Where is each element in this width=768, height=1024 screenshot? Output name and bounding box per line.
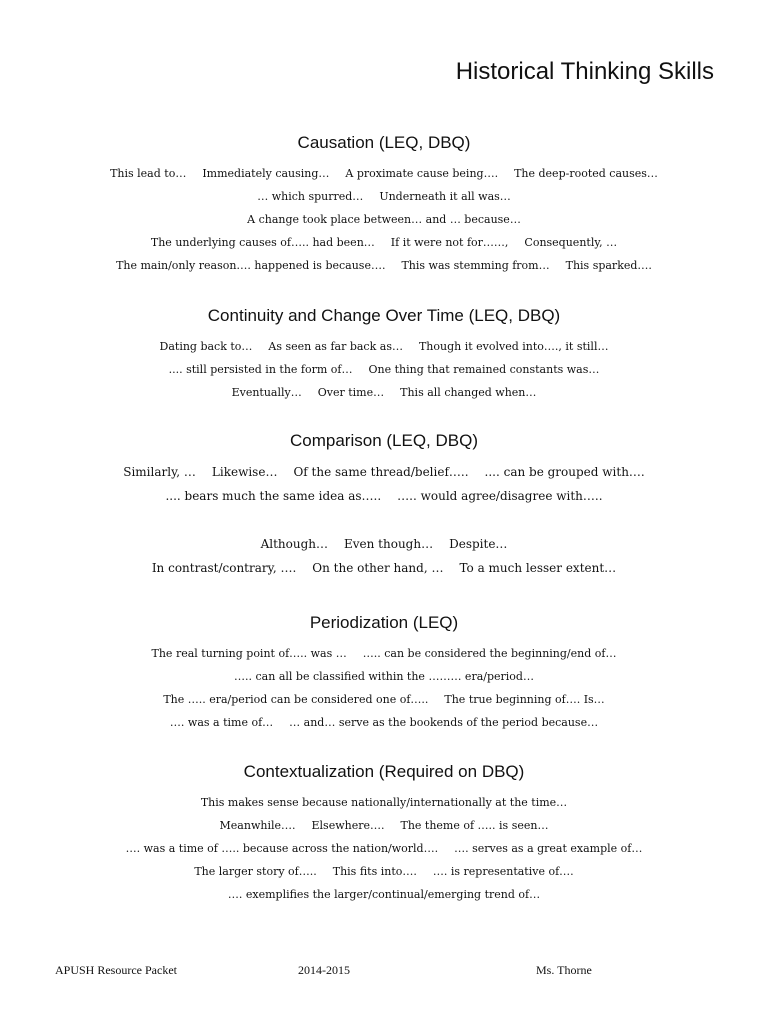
section-continuity-change [0,306,768,404]
sentence-starter: Elsewhere…. [311,819,385,832]
sentence-starter: A change took place between… and … because… [247,213,521,226]
phrase-line [0,208,768,231]
sentence-starter: Likewise… [211,465,278,479]
section-heading: Causation (LEQ, DBQ) [297,133,471,152]
sentence-starter: To a much lesser extent… [459,561,617,575]
sentence-starter: The main/only reason…. happened is because…. [116,259,386,272]
phrase-line [0,532,768,556]
sentence-starter: … which spurred… [257,190,364,203]
sentence-starter: …. is representative of…. [432,865,574,878]
sentence-starter: Despite… [449,537,508,551]
sentence-starter: This makes sense because nationally/internationally at the time… [200,796,568,809]
footer-left: APUSH Resource Packet [55,963,177,977]
sentence-starter: ….. would agree/disagree with….. [397,489,603,503]
sentence-starter: If it were not for……, [390,236,509,249]
document-title: Historical Thinking Skills [455,58,714,85]
sentence-starter: …. serves as a great example of… [454,842,643,855]
section-comparison [0,431,768,580]
sentence-starter: The true beginning of…. Is… [444,693,605,706]
sentence-starter: The real turning point of….. was … [151,647,347,660]
footer-right: Ms. Thorne [536,963,592,977]
phrase-line [0,883,768,906]
phrase-line [0,688,768,711]
phrase-line [0,860,768,883]
sentence-starter: Meanwhile…. [219,819,296,832]
phrase-line [0,162,768,185]
sentence-starter: …. was a time of… [169,716,274,729]
sentence-starter: The ….. era/period can be considered one of….. [163,693,429,706]
sentence-starter: This fits into…. [332,865,417,878]
section-heading: Continuity and Change Over Time (LEQ, DBQ) [207,306,561,325]
sentence-starter: Although… [260,537,328,551]
sentence-starter: One thing that remained constants was… [368,363,600,376]
phrase-line [0,185,768,208]
phrase-line [0,814,768,837]
sentence-starter: This lead to… [110,167,187,180]
phrase-line [0,460,768,484]
sentence-starter: Of the same thread/belief….. [293,465,469,479]
sentence-starter: … and… serve as the bookends of the period because… [289,716,599,729]
phrase-line [0,837,768,860]
phrase-line [0,381,768,404]
sentence-starter: …. exemplifies the larger/continual/emerging trend of… [227,888,541,901]
sentence-starter: …. was a time of ….. because across the nation/world…. [125,842,439,855]
sentence-starter: .... can be grouped with…. [484,465,645,479]
sentence-starter: The underlying causes of….. had been… [150,236,375,249]
sentence-starter: Over time… [317,386,385,399]
sentence-starter: Eventually… [231,386,302,399]
phrase-line [0,791,768,814]
phrase-line [0,254,768,277]
sentence-starter: Immediately causing… [202,167,330,180]
sentence-starter: On the other hand, … [312,561,444,575]
sentence-starter: In contrast/contrary, …. [151,561,297,575]
phrase-line [0,665,768,688]
phrase-line [0,335,768,358]
sentence-starter: This sparked…. [565,259,652,272]
sentence-starter: This all changed when… [400,386,537,399]
phrase-line [0,556,768,580]
sentence-starter: Even though… [343,537,434,551]
sentence-starter: A proximate cause being…. [345,167,499,180]
sentence-starter: ….. can be considered the beginning/end of… [362,647,617,660]
sentence-starter: This was stemming from… [401,259,550,272]
phrase-line [0,358,768,381]
footer-center: 2014-2015 [298,963,350,977]
sentence-starter: As seen as far back as… [268,340,403,353]
sentence-starter: ….. can all be classified within the ……… era/period… [234,670,534,683]
spacer [0,508,768,532]
sentence-starter: Dating back to… [159,340,253,353]
sentence-starter: Similarly, … [123,465,196,479]
sentence-starter: Consequently, … [524,236,618,249]
section-heading: Comparison (LEQ, DBQ) [290,431,478,450]
phrase-line [0,231,768,254]
sentence-starter: Though it evolved into…., it still… [418,340,609,353]
sentence-starter: .... bears much the same idea as….. [165,489,382,503]
sentence-starter: .... still persisted in the form of… [168,363,353,376]
sentence-starter: Underneath it all was… [379,190,511,203]
phrase-line [0,711,768,734]
section-causation [0,133,768,277]
section-contextualization [0,762,768,906]
section-heading: Contextualization (Required on DBQ) [243,762,525,781]
section-heading: Periodization (LEQ) [309,613,459,632]
phrase-line [0,642,768,665]
section-periodization [0,613,768,734]
sentence-starter: The theme of ….. is seen… [400,819,549,832]
sentence-starter: The deep-rooted causes… [514,167,658,180]
phrase-line [0,484,768,508]
sentence-starter: The larger story of….. [194,865,317,878]
